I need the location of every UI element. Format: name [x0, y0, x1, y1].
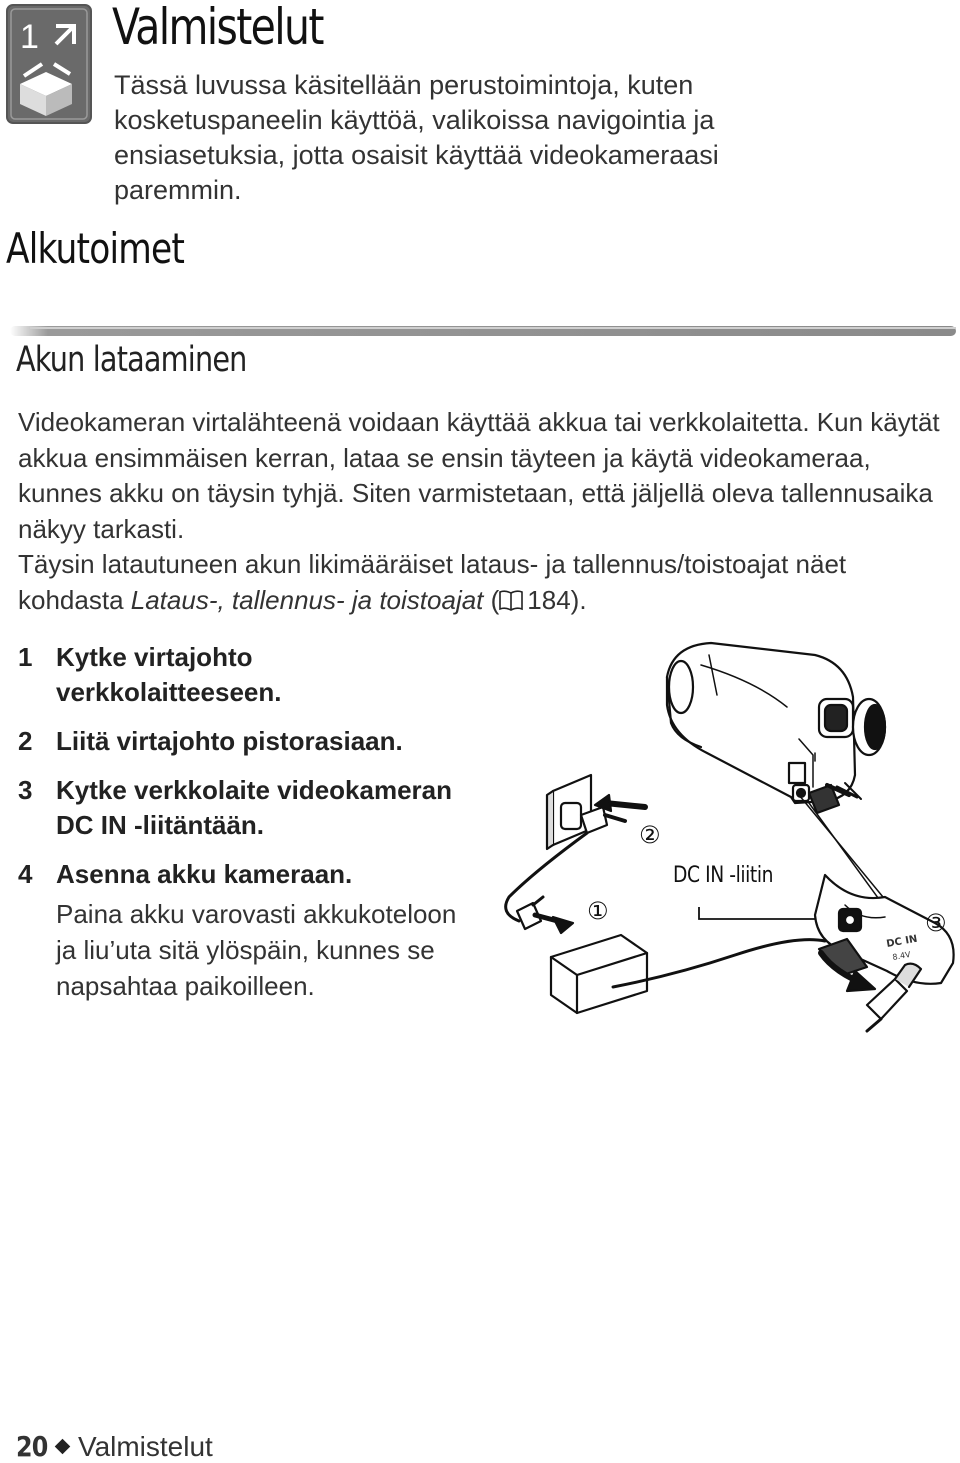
diamond-icon: [55, 1439, 71, 1455]
callout-1: ①: [587, 898, 609, 925]
book-icon: [499, 589, 523, 611]
connection-illustration: [495, 635, 960, 1055]
body-paragraph-1: Videokameran virtalähteenä voidaan käyttää akkua tai verkkolaitetta. Kun käytät akkua ensimmäisen kerran, lataa se ensin täyteen ja käytä videokameraa, kunnes akku on täysin tyhjä. Siten varmistetaan, että jäljellä oleva tallennusaika näkyy tarkasti.: [18, 407, 940, 544]
body-paragraph-2: Täysin latautuneen akun likimääräiset lataus- ja tallennus/toistoajat näet kohdasta Lataus-, tallennus- ja toistoajat ( 184).: [18, 549, 847, 615]
page-number: 20: [16, 1430, 48, 1463]
footer-section: Valmistelut: [77, 1430, 213, 1462]
steps-list: [18, 640, 458, 1004]
step-2: 2 Liitä virtajohto pistorasiaan.: [18, 726, 403, 756]
dc-in-label: DC IN -liitin: [673, 863, 774, 888]
callout-3: ③: [925, 910, 947, 937]
section-title: Alkutoimet: [6, 224, 185, 273]
page-reference-number[interactable]: 184).: [527, 584, 587, 615]
step-4-note: Paina akku varovasti akkukoteloon ja liu’uta sitä ylöspäin, kunnes se napsahtaa paikoilleen.: [56, 899, 457, 1001]
page-reference-link[interactable]: Lataus-, tallennus- ja toistoajat: [130, 584, 484, 615]
port-label-dc-in: DC IN: [885, 933, 919, 950]
step-4: 4 Asenna akku kameraan.: [18, 859, 353, 889]
callout-2: ②: [639, 822, 661, 849]
step-3: 3 Kytke verkkolaite videokameran DC IN -liitäntään.: [18, 775, 452, 840]
subsection-title: Akun lataaminen: [16, 340, 247, 380]
step-1: 1 Kytke virtajohto verkkolaitteeseen.: [18, 642, 282, 707]
port-label-voltage: 8.4V: [891, 949, 912, 962]
section-divider: [10, 326, 956, 336]
chapter-tab-icon: [6, 4, 92, 124]
page-footer: [16, 1430, 213, 1463]
chapter-number: 1: [20, 18, 39, 56]
chapter-intro: Tässä luvussa käsitellään perustoimintoja, kuten kosketuspaneelin käyttöä, valikoissa navigointia ja ensiasetuksia, jotta osaisit käyttää videokameraasi paremmin.: [114, 70, 719, 205]
camcorder-charging-diagram: [495, 635, 960, 1055]
body-text: [18, 405, 948, 618]
chapter-title: Valmistelut: [112, 0, 323, 56]
